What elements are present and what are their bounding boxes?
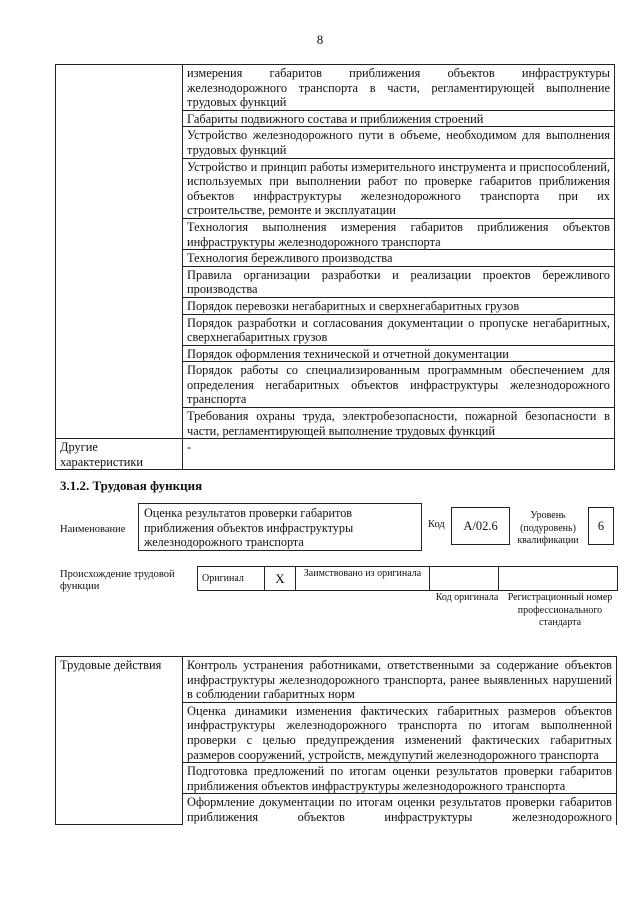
original-code-cell <box>430 567 499 591</box>
function-name-box: Оценка результатов проверки габаритов приближения объектов инфраструктуры железнодорожного транспорта <box>138 503 422 551</box>
knowledge-row: Устройство железнодорожного пути в объеме, необходимом для выполнения трудовых функций <box>183 127 615 158</box>
registration-number-cell <box>499 567 618 591</box>
function-code-box: A/02.6 <box>451 507 510 545</box>
code-label: Код <box>428 519 445 530</box>
labor-action-row: Подготовка предложений по итогам оценки результатов проверки габаритов приближения объектов инфраструктуры железнодорожного транспорта <box>183 763 617 794</box>
knowledge-label-cell <box>56 65 183 439</box>
page-number: 8 <box>316 32 324 47</box>
knowledge-row: Правила организации разработки и реализации проектов бережливого производства <box>183 266 615 297</box>
knowledge-row: Устройство и принцип работы измерительного инструмента и приспособлений, используемых при выполнении работ по проверке габаритов приближения объектов инфраструктуры железнодорожного транспорта при их строительстве, ремонте и эксплуатации <box>183 158 615 218</box>
knowledge-row: Технология бережливого производства <box>183 250 615 267</box>
knowledge-row: Порядок работы со специализированным программным обеспечением для определения негабаритных объектов инфраструктуры железнодорожного транспорта <box>183 362 615 408</box>
section-title: 3.1.2. Трудовая функция <box>60 478 203 493</box>
original-code-caption: Код оригинала <box>435 592 499 603</box>
origin-table <box>197 566 618 591</box>
registration-number-caption: Регистрационный номер профессионального стандарта <box>507 592 613 628</box>
labor-actions-table <box>55 656 617 825</box>
knowledge-row: Порядок оформления технической и отчетной документации <box>183 345 615 362</box>
origin-label: Происхождение трудовой функции <box>60 569 175 592</box>
borrowed-label: Заимствовано из оригинала <box>296 567 430 591</box>
name-label: Наименование <box>60 524 126 535</box>
labor-action-row: Контроль устранения работниками, ответственными за содержание объектов инфраструктуры железнодорожного транспорта, ранее выявленных нарушений в соблюдении габаритных норм <box>183 657 617 703</box>
knowledge-row: Габариты подвижного состава и приближения строений <box>183 110 615 127</box>
original-mark: X <box>265 567 296 591</box>
knowledge-row: Порядок перевозки негабаритных и сверхнегабаритных грузов <box>183 297 615 314</box>
labor-actions-label: Трудовые действия <box>56 657 183 825</box>
qualification-level-box: 6 <box>588 507 614 545</box>
original-label: Оригинал <box>198 567 265 591</box>
other-characteristics-label: Другие характеристики <box>56 439 183 470</box>
knowledge-table <box>55 64 615 470</box>
knowledge-row: Требования охраны труда, электробезопасности, пожарной безопасности в части, регламентирующей выполнение трудовых функций <box>183 408 615 439</box>
knowledge-row: Порядок разработки и согласования документации о пропуске негабаритных, сверхнегабаритных грузов <box>183 314 615 345</box>
knowledge-row: измерения габаритов приближения объектов инфраструктуры железнодорожного транспорта в части, регламентирующей выполнение трудовых функций <box>183 65 615 111</box>
labor-action-row: Оформление документации по итогам оценки результатов проверки габаритов приближения объектов инфраструктуры железнодорожного <box>183 794 617 825</box>
knowledge-row: Технология выполнения измерения габаритов приближения объектов инфраструктуры железнодорожного транспорта <box>183 218 615 249</box>
qualification-level-label: Уровень (подуровень) квалификации <box>517 510 579 546</box>
labor-action-row: Оценка динамики изменения фактических габаритных размеров объектов инфраструктуры железнодорожного транспорта по итогам выполненной проверки с целью предупреждения изменений фактических габаритных размеров сооружений, устройств, междупутий железнодорожного транспорта <box>183 702 617 762</box>
other-characteristics-value: - <box>183 439 615 470</box>
